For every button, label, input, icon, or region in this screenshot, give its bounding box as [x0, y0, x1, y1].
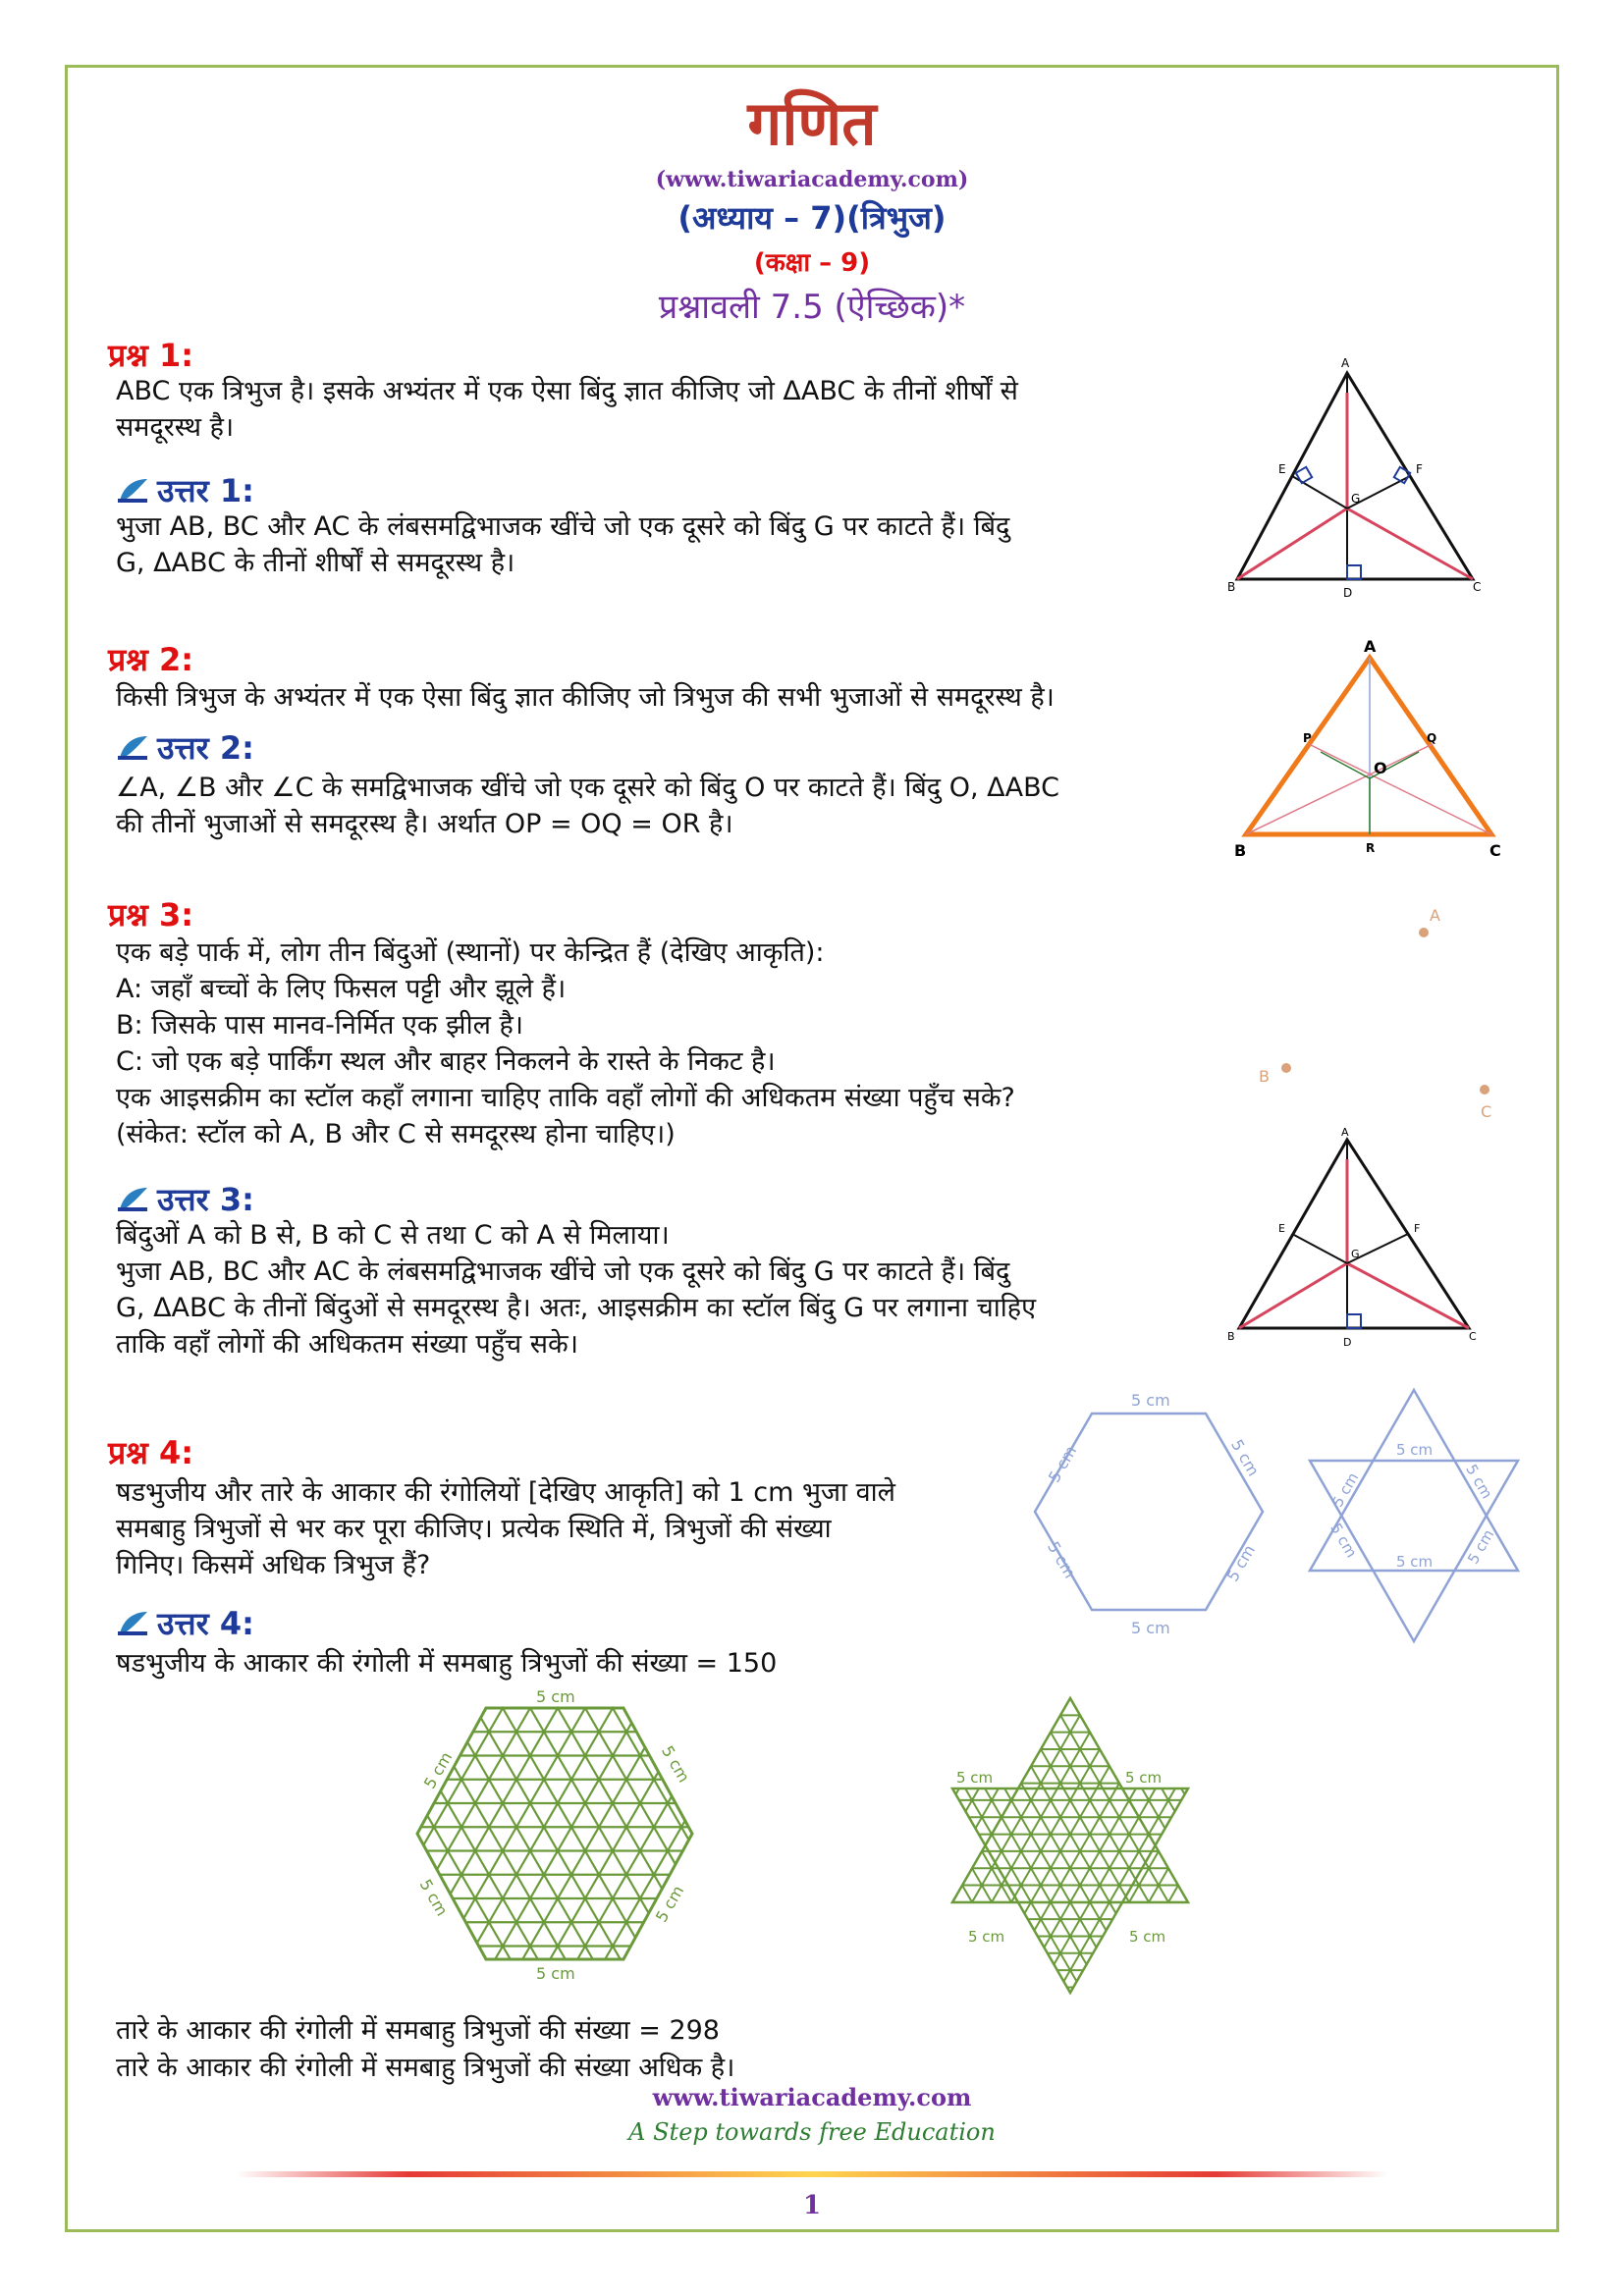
- hexagon-side-label: 5 cm: [1131, 1391, 1170, 1410]
- answer-4-line-2: तारे के आकार की रंगोली में समबाहु त्रिभुजों की संख्या = 298: [116, 2015, 720, 2046]
- lattice-line: [1149, 1698, 1208, 1993]
- lattice-line: [695, 1708, 707, 1959]
- star-side-label: 5 cm: [1464, 1526, 1498, 1568]
- answer-3-heading: [116, 1178, 254, 1220]
- point-label-b: B: [1259, 1067, 1270, 1086]
- question-1-heading: प्रश्न 1:: [108, 337, 194, 374]
- lattice-line: [933, 1698, 1083, 1993]
- figure-3-points: [1237, 893, 1512, 1129]
- answer-3-line: बिंदुओं A को B से, B को C से तथा C को A से मिलाया।: [116, 1220, 670, 1251]
- hexagon-side-label: 5 cm: [1044, 1442, 1081, 1486]
- footer-website: www.tiwariacademy.com: [652, 2083, 972, 2111]
- header-website: (www.tiwariacademy.com): [655, 167, 969, 192]
- lattice-line: [687, 1708, 707, 1959]
- answer-4-line-3: तारे के आकार की रंगोली में समबाहु त्रिभुजों की संख्या अधिक है।: [116, 2053, 735, 2083]
- question-3-line: A: जहाँ बच्चों के लिए फिसल पट्टी और झूले हैं।: [116, 974, 567, 1004]
- question-2-heading: प्रश्न 2:: [108, 641, 194, 678]
- rangoli-hexagon-side-label: 5 cm: [536, 1687, 575, 1706]
- rangoli-star-side-label: 5 cm: [1129, 1928, 1166, 1946]
- tiwari-logo-icon: [116, 477, 149, 505]
- lattice-line: [1175, 1698, 1208, 1993]
- lattice-line: [933, 1698, 1024, 1993]
- figure-1-label-g: G: [1351, 492, 1361, 506]
- figure-2-label-a: A: [1364, 637, 1377, 656]
- question-4-line: षडभुजीय और तारे के आकार की रंगोलियों [देखिए आकृति] को 1 cm भुजा वाले: [116, 1477, 895, 1508]
- lattice-line: [1129, 1698, 1208, 1993]
- rangoli-hexagon-side-label: 5 cm: [658, 1742, 694, 1787]
- lattice-line: [933, 1698, 1044, 1993]
- lattice-line: [933, 1698, 992, 1993]
- page-title: गणित: [747, 87, 877, 159]
- page-number: 1: [802, 2191, 822, 2220]
- answer-4-label: उत्तर 4:: [157, 1605, 254, 1642]
- figure-3-label-g: G: [1351, 1248, 1360, 1260]
- answer-2-line: की तीनों भुजाओं से समदूरस्थ है। अर्थात OP = OQ = OR है।: [116, 809, 733, 839]
- answer-3-label: उत्तर 3:: [157, 1181, 254, 1218]
- lattice-line: [933, 1698, 946, 1993]
- class-label: (कक्षा – 9): [753, 248, 871, 278]
- hexagon-side-label: 5 cm: [1222, 1541, 1259, 1585]
- star-outline-figure: [1296, 1384, 1532, 1649]
- figure-1-label-d: D: [1343, 586, 1353, 599]
- figure-3-label-d: D: [1343, 1336, 1352, 1349]
- figure-1-label-c: C: [1473, 580, 1482, 594]
- rangoli-hexagon-side-label: 5 cm: [419, 1748, 457, 1792]
- lattice-line: [933, 1698, 1070, 1993]
- figure-2-label-b: B: [1234, 841, 1247, 860]
- point-label-c: C: [1481, 1102, 1492, 1121]
- tiwari-logo-icon: [116, 1186, 149, 1213]
- figure-3-triangle: [1227, 1124, 1483, 1350]
- lattice-line: [403, 1708, 428, 1959]
- answer-4-heading: [116, 1602, 254, 1644]
- figure-2-label-c: C: [1489, 841, 1501, 860]
- lattice-line: [1097, 1698, 1208, 1993]
- lattice-line: [403, 1708, 448, 1959]
- exercise-title: प्रश्नावली 7.5 (ऐच्छिक)*: [658, 288, 966, 327]
- figure-2-label-o: O: [1374, 759, 1387, 777]
- answer-1-line: G, ΔABC के तीनों शीर्षों से समदूरस्थ है।: [116, 548, 515, 578]
- chapter-title: (अध्याय – 7)(त्रिभुज): [677, 199, 947, 237]
- lattice-line: [933, 1698, 1004, 1993]
- lattice-line: [933, 1698, 1051, 1993]
- lattice-line: [1070, 1698, 1208, 1993]
- rangoli-hexagon-side-label: 5 cm: [415, 1876, 452, 1920]
- figure-1-label-a: A: [1341, 356, 1350, 370]
- answer-2-heading: [116, 726, 254, 769]
- answer-1-text: [116, 508, 1206, 581]
- star-side-label: 5 cm: [1462, 1461, 1496, 1502]
- figure-3-label-a: A: [1341, 1126, 1349, 1139]
- footer-divider: [236, 2171, 1388, 2177]
- tiwari-logo-icon: [116, 734, 149, 762]
- figure-3-label-f: F: [1414, 1222, 1421, 1235]
- question-3-heading: प्रश्न 3:: [108, 896, 194, 934]
- star-side-label: 5 cm: [1396, 1441, 1434, 1459]
- rangoli-hexagon-side-label: 5 cm: [536, 1964, 575, 1981]
- answer-2-label: उत्तर 2:: [157, 729, 254, 767]
- lattice-line: [933, 1698, 965, 1993]
- star-side-label: 5 cm: [1328, 1469, 1363, 1511]
- question-3-line: B: जिसके पास मानव-निर्मित एक झील है।: [116, 1010, 524, 1041]
- tiwari-logo-icon: [116, 1610, 149, 1637]
- answer-3-line: G, ΔABC के तीनों बिंदुओं से समदूरस्थ है। अतः, आइसक्रीम का स्टॉल बिंदु G पर लगाना चाहिए: [116, 1293, 1037, 1323]
- rangoli-star-side-label: 5 cm: [968, 1928, 1005, 1946]
- lattice-line: [1110, 1698, 1208, 1993]
- rangoli-star-side-label: 5 cm: [1125, 1769, 1163, 1787]
- hexagon-outline-figure: [1021, 1384, 1276, 1639]
- figure-1-triangle: [1227, 353, 1483, 599]
- figure-1-label-b: B: [1227, 580, 1236, 594]
- star-side-label: 5 cm: [1396, 1553, 1434, 1571]
- lattice-line: [1188, 1698, 1208, 1993]
- question-4-heading: प्रश्न 4:: [108, 1434, 194, 1471]
- answer-2-text: [116, 770, 1206, 842]
- answer-1-line: भुजा AB, BC और AC के लंबसमद्विभाजक खींचे जो एक दूसरे को बिंदु G पर काटते हैं। बिंदु: [116, 511, 1010, 542]
- lattice-line: [933, 1698, 1090, 1993]
- figure-1-label-e: E: [1278, 462, 1286, 476]
- hexagon-side-label: 5 cm: [1227, 1436, 1264, 1480]
- hexagon-side-label: 5 cm: [1044, 1538, 1080, 1582]
- question-2-text: [116, 679, 1216, 716]
- lattice-line: [933, 1698, 972, 1993]
- answer-3-line: भुजा AB, BC और AC के लंबसमद्विभाजक खींचे जो एक दूसरे को बिंदु G पर काटते हैं। बिंदु: [116, 1256, 1010, 1287]
- rangoli-star-side-label: 5 cm: [956, 1769, 994, 1787]
- lattice-line: [1195, 1698, 1208, 1993]
- star-side-label: 5 cm: [1326, 1520, 1361, 1561]
- answer-1-heading: [116, 469, 254, 511]
- lattice-line: [1051, 1698, 1208, 1993]
- rangoli-hexagon-side-label: 5 cm: [651, 1882, 688, 1926]
- lattice-line: [1090, 1698, 1208, 1993]
- question-3-text: [116, 934, 1206, 1152]
- lattice-line: [933, 1698, 1011, 1993]
- lattice-line: [1116, 1698, 1208, 1993]
- lattice-line: [933, 1698, 952, 1993]
- lattice-line: [933, 1698, 1031, 1993]
- figure-1-label-f: F: [1416, 462, 1423, 476]
- answer-3-text: [116, 1217, 1206, 1362]
- question-4-text: [116, 1474, 1009, 1583]
- answer-4-line-1: षडभुजीय के आकार की रंगोली में समबाहु त्रिभुजों की संख्या = 150: [116, 1648, 778, 1679]
- figure-2-label-p: P: [1303, 731, 1312, 745]
- star-rangoli-filled: [933, 1688, 1208, 2002]
- answer-1-label: उत्तर 1:: [157, 472, 254, 509]
- question-1-line: समदूरस्थ है।: [116, 412, 235, 443]
- question-4-line: गिनिए। किसमें अधिक त्रिभुज हैं?: [116, 1550, 431, 1580]
- question-1-line: ABC एक त्रिभुज है। इसके अभ्यंतर में एक ऐसा बिंदु ज्ञात कीजिए जो ΔABC के तीनों शीर्षों से: [116, 376, 1018, 406]
- point-label-a: A: [1430, 906, 1440, 925]
- question-3-line: एक आइसक्रीम का स्टॉल कहाँ लगाना चाहिए ताकि वहाँ लोगों की अधिकतम संख्या पहुँच सके?: [116, 1083, 1015, 1113]
- figure-2-triangle: [1232, 636, 1507, 862]
- question-3-line: एक बड़े पार्क में, लोग तीन बिंदुओं (स्थानों) पर केन्द्रित हैं (देखिए आकृति):: [116, 937, 825, 968]
- answer-3-line: ताकि वहाँ लोगों की अधिकतम संख्या पहुँच सके।: [116, 1329, 578, 1360]
- lattice-line: [1168, 1698, 1208, 1993]
- figure-2-label-r: R: [1366, 841, 1376, 855]
- question-4-line: समबाहु त्रिभुजों से भर कर पूरा कीजिए। प्रत्येक स्थिति में, त्रिभुजों की संख्या: [116, 1514, 832, 1544]
- footer-tagline: A Step towards free Education: [628, 2118, 996, 2146]
- question-3-line: (संकेत: स्टॉल को A, B और C से समदूरस्थ होना चाहिए।): [116, 1119, 676, 1149]
- figure-3-label-b: B: [1227, 1330, 1235, 1343]
- question-1-text: [116, 373, 1206, 446]
- lattice-line: [1057, 1698, 1208, 1993]
- question-3-line: C: जो एक बड़े पार्किंग स्थल और बाहर निकलने के रास्ते के निकट है।: [116, 1046, 776, 1077]
- lattice-line: [1136, 1698, 1208, 1993]
- question-2-line: किसी त्रिभुज के अभ्यंतर में एक ऐसा बिंदु ज्ञात कीजिए जो त्रिभुज की सभी भुजाओं से समदूरस्थ है।: [116, 682, 1055, 713]
- hexagon-side-label: 5 cm: [1131, 1619, 1170, 1637]
- lattice-line: [1156, 1698, 1208, 1993]
- figure-3-label-c: C: [1469, 1330, 1477, 1343]
- hexagon-rangoli-filled: [403, 1686, 707, 1981]
- figure-3-label-e: E: [1278, 1222, 1285, 1235]
- answer-2-line: ∠A, ∠B और ∠C के समद्विभाजक खींचे जो एक दूसरे को बिंदु O पर काटते हैं। बिंदु O, ΔABC: [116, 773, 1059, 803]
- lattice-line: [933, 1698, 985, 1993]
- figure-2-label-q: Q: [1427, 731, 1437, 745]
